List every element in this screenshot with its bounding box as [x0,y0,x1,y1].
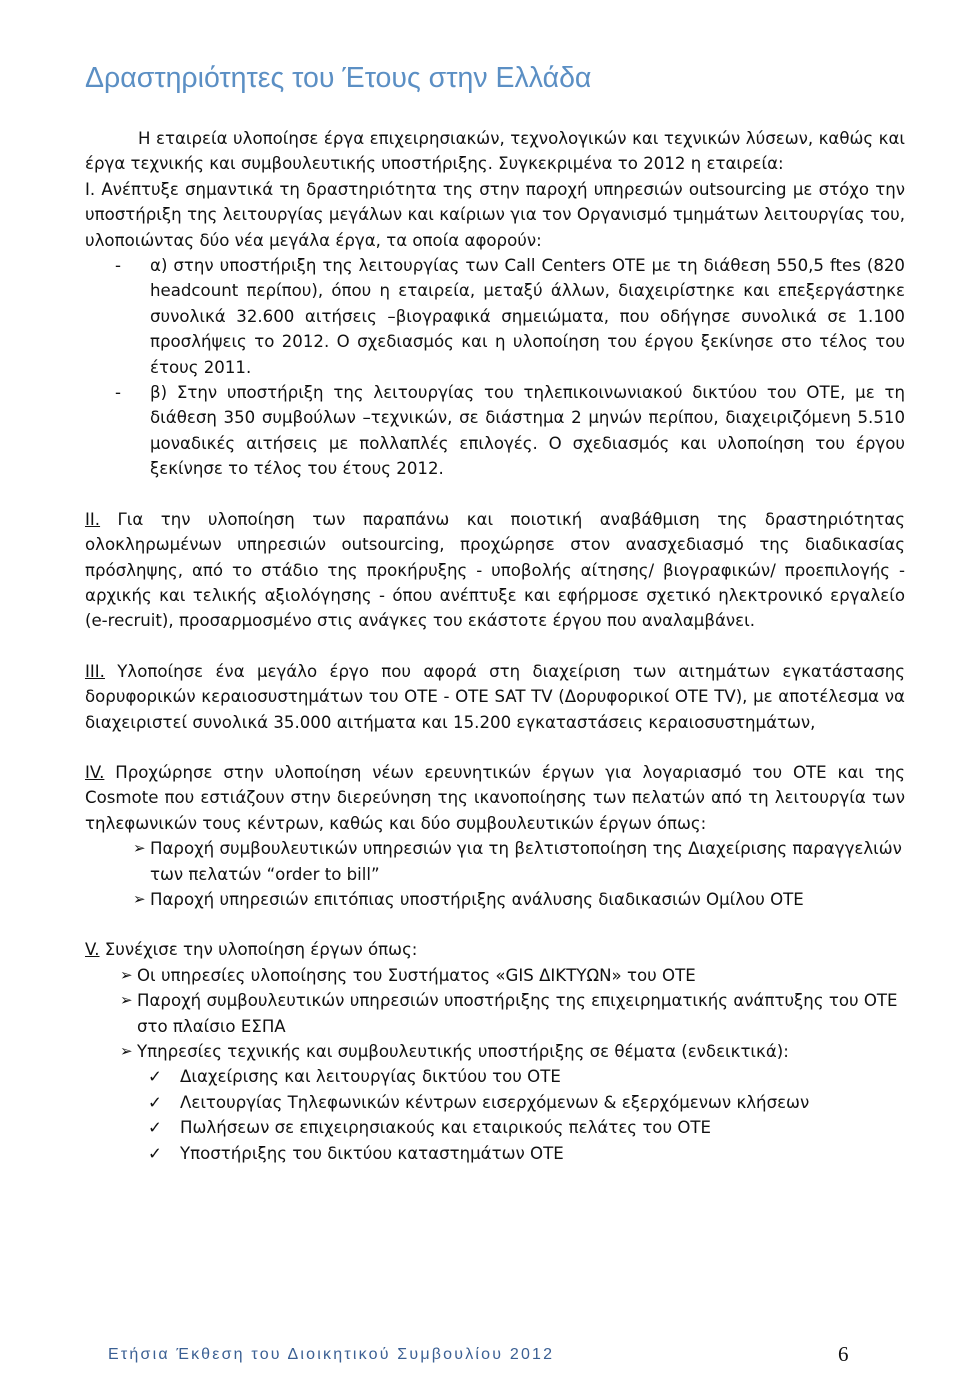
section-3-label: III. [85,661,105,681]
section-4-item-2-text: Παροχή υπηρεσιών επιτόπιας υποστήριξης ανάλυσης διαδικασιών Ομίλου ΟΤΕ [150,889,804,909]
section-5-item-2 [85,988,905,1039]
section-5-item-3-text: Υπηρεσίες τεχνικής και συμβουλευτικής υποστήριξης σε θέματα (ενδεικτικά): [137,1042,789,1061]
section-5-check-1 [85,1064,905,1089]
section-4-item-2 [85,887,905,912]
arrow-bullet-icon: ➢ [120,1042,133,1060]
section-4-item-1-text: Παροχή συμβουλευτικών υπηρεσιών για τη βελτιστοποίηση της Διαχείρισης παραγγελιών των πελατών “order to bill” [150,839,902,884]
section-5-check-3-text: Πωλήσεων σε επιχειρησιακούς και εταιρικούς πελάτες του ΟΤΕ [180,1118,712,1138]
arrow-bullet-icon: ➢ [120,991,133,1010]
section-2-text: Για την υλοποίηση των παραπάνω και ποιοτική αναβάθμιση της δραστηριότητας ολοκληρωμένων υπηρεσιών outsourcing, προχώρησε στον ανασχεδιασμό της διαδικασίας πρόσληψης, από το στάδιο της προκήρυξης - υποβολής αίτησης/ βιογραφικών/ προεπιλογής - αρχικής και τελικής αξιολόγησης - όπου ανέπτυξε και εφήρμοσε σχετικό ηλεκτρονικό εργαλείο (e-recruit), προσαρμοσμένο στις ανάγκες του εκάστοτε έργου που αναλαμβάνει. [85,509,905,631]
section-5-check-2 [85,1090,905,1115]
section-5-item-2-text: Παροχή συμβουλευτικών υπηρεσιών υποστήριξης της επιχειρηματικής ανάπτυξης του ΟΤΕ στο πλαίσιο ΕΣΠΑ [137,991,898,1036]
checkmark-icon: ✓ [148,1092,162,1112]
section-1-text: Ανέπτυξε σημαντικά τη δραστηριότητα της στην παροχή υπηρεσιών outsourcing με στόχο την υποστήριξη της λειτουργίας μεγάλων και καίριων για τον Οργανισμό τμημάτων λειτουργίας του, υλοποιώντας δύο νέα μεγάλα έργα, τα οποία αφορούν: [85,179,905,250]
section-5-text: Συνέχισε την υλοποίηση έργων όπως: [99,940,418,960]
section-2-label: II. [85,509,101,529]
section-5-item-3 [85,1039,905,1064]
page-title: Δραστηριότητες του Έτους στην Ελλάδα [85,62,592,94]
checkmark-icon: ✓ [148,1143,162,1163]
section-1-item-b [85,380,905,482]
arrow-bullet-icon: ➢ [133,889,146,908]
arrow-bullet-icon: ➢ [133,839,146,858]
dash-bullet: - [115,383,121,403]
section-4-paragraph [85,760,905,836]
section-1-paragraph [85,177,905,253]
dash-bullet: - [115,256,121,276]
section-5-check-4 [85,1141,905,1166]
section-1-item-a [85,253,905,380]
intro-paragraph: Η εταιρεία υλοποίησε έργα επιχειρησιακών, τεχνολογικών και τεχνικών λύσεων, καθώς και έργα τεχνικής και συμβουλευτικής υποστήριξης. Συγκεκριμένα το 2012 η εταιρεία: [85,129,905,174]
section-5-item-1-text: Οι υπηρεσίες υλοποίησης του Συστήματος «GIS ΔΙΚΤΥΩΝ» του ΟΤΕ [137,965,696,985]
section-4-item-1 [85,836,905,887]
section-1-item-a-text: α) στην υποστήριξη της λειτουργίας των Call Centers ΟΤΕ με τη διάθεση 550,5 ftes (820 headcount περίπου), όπου η εταιρεία, μεταξύ άλλων, διαχειρίστηκε και επεξεργάστηκε συνολικά 32.600 αιτήσεις –βιογραφικά σημειώματα, που οδήγησε συνολικά σε 1.100 προσλήψεις το 2012. Ο σχεδιασμός και η υλοποίηση του έργου ξεκίνησε στο τέλος του έτους 2011. [150,256,905,377]
section-4-text: Προχώρησε στην υλοποίηση νέων ερευνητικών έργων για λογαριασμό του ΟΤΕ και της Cosmote που εστιάζουν στην διερεύνηση της ικανοποίησης των πελατών από τη λειτουργία των τηλεφωνικών τους κέντρων, καθώς και δύο συμβουλευτικών έργων όπως: [85,762,905,833]
section-1-item-b-text: β) Στην υποστήριξη της λειτουργίας του τηλεπικοινωνιακού δικτύου του ΟΤΕ, με τη διάθεση 350 συμβούλων –τεχνικών, σε διάστημα 2 μηνών περίπου, διαχειριζόμενη 5.510 μοναδικές αιτήσεις με πολλαπλές επιλογές. Ο σχεδιασμός και υλοποίηση του έργου ξεκίνησε το τέλος του έτους 2012. [150,383,905,479]
document-body [85,126,905,1166]
section-2-paragraph [85,507,905,634]
section-5-check-1-text: Διαχείρισης και λειτουργίας δικτύου του ΟΤΕ [180,1067,561,1087]
section-5-check-4-text: Υποστήριξης του δικτύου καταστημάτων ΟΤΕ [180,1143,564,1163]
section-5-check-2-text: Λειτουργίας Τηλεφωνικών κέντρων εισερχόμενων & εξερχόμενων κλήσεων [180,1092,810,1112]
section-1-label: I. [85,179,96,199]
page-number: 6 [838,1342,849,1366]
arrow-bullet-icon: ➢ [120,965,133,984]
checkmark-icon: ✓ [148,1067,162,1087]
section-3-text: Υλοποίησε ένα μεγάλο έργο που αφορά στη διαχείριση των αιτημάτων εγκατάστασης δορυφορικών κεραιοσυστημάτων του ΟΤΕ - ΟΤΕ SAT TV (Δορυφορικοί ΟΤΕ TV), με αποτέλεσμα να διαχειριστεί συνολικά 35.000 αιτήματα και 15.200 εγκαταστάσεις κεραιοσυστημάτων, [85,661,905,732]
section-3-paragraph [85,659,905,735]
section-5-check-3 [85,1115,905,1140]
footer-title: Ετήσια Έκθεση του Διοικητικού Συμβουλίου 2012 [108,1346,555,1363]
section-4-label: IV. [85,762,105,782]
section-5-paragraph [85,937,905,962]
section-5-item-1 [85,963,905,988]
section-5-label: V. [85,940,100,960]
checkmark-icon: ✓ [148,1118,162,1138]
